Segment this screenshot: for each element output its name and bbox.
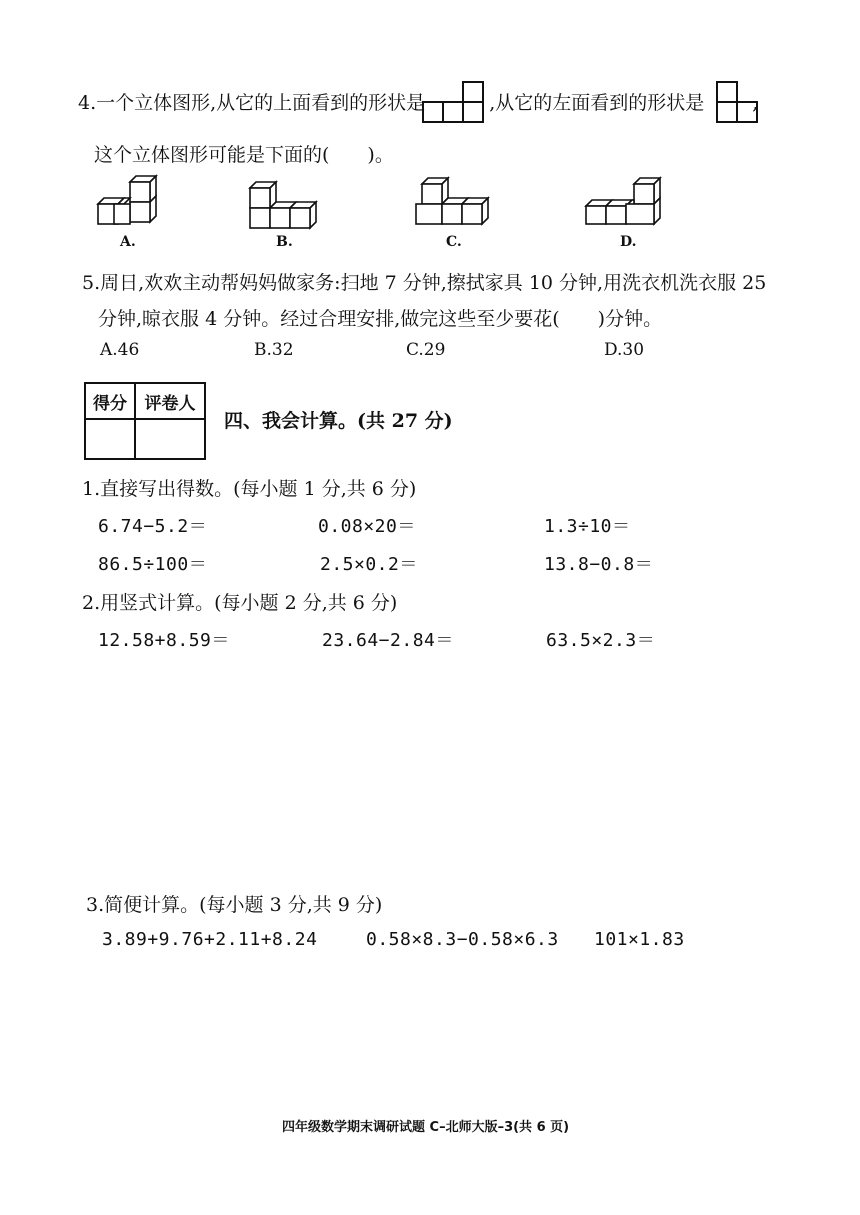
q4-text-c: , bbox=[752, 92, 759, 114]
option-b-label: B. bbox=[276, 234, 293, 250]
option-a-label: A. bbox=[120, 234, 136, 250]
option-c-label: C. bbox=[446, 234, 462, 250]
calc-item: 1.3÷10＝ bbox=[544, 516, 631, 537]
option-c-cubes bbox=[414, 176, 494, 230]
section4-title: 四、我会计算。(共 27 分) bbox=[224, 410, 453, 432]
q4-number: 4. bbox=[78, 92, 97, 114]
calc-item: 63.5×2.3＝ bbox=[546, 630, 656, 651]
q5-line1: 5.周日,欢欢主动帮妈妈做家务:扫地 7 分钟,擦拭家具 10 分钟,用洗衣机洗衣服 25 bbox=[82, 272, 767, 294]
q5-option-a: A.46 bbox=[100, 340, 140, 360]
option-d-label: D. bbox=[620, 234, 637, 250]
q5-option-b: B.32 bbox=[254, 340, 294, 360]
calc-item: 0.58×8.3−0.58×6.3 bbox=[366, 929, 559, 950]
calc-item: 23.64−2.84＝ bbox=[322, 630, 454, 651]
calc-item: 3.89+9.76+2.11+8.24 bbox=[102, 929, 318, 950]
option-b-cubes bbox=[248, 180, 328, 232]
sub3-title: 3.简便计算。(每小题 3 分,共 9 分) bbox=[86, 894, 383, 916]
grader-cell[interactable] bbox=[135, 419, 205, 459]
calc-item: 2.5×0.2＝ bbox=[320, 554, 418, 575]
sub1-title: 1.直接写出得数。(每小题 1 分,共 6 分) bbox=[82, 478, 417, 500]
q5-line2: 分钟,晾衣服 4 分钟。经过合理安排,做完这些至少要花( )分钟。 bbox=[98, 308, 663, 330]
q4-text-b: ,从它的左面看到的形状是 bbox=[489, 92, 705, 114]
q4-line2: 这个立体图形可能是下面的( )。 bbox=[94, 144, 394, 166]
calc-item: 12.58+8.59＝ bbox=[98, 630, 230, 651]
q4-line1 bbox=[78, 88, 758, 115]
score-box bbox=[84, 382, 206, 460]
score-cell[interactable] bbox=[85, 419, 135, 459]
option-d-cubes bbox=[584, 176, 664, 230]
top-view-shape bbox=[422, 80, 486, 124]
calc-item: 13.8−0.8＝ bbox=[544, 554, 654, 575]
q5-option-d: D.30 bbox=[604, 340, 645, 360]
calc-item: 6.74−5.2＝ bbox=[98, 516, 208, 537]
q4-text-a: 一个立体图形,从它的上面看到的形状是 bbox=[96, 92, 426, 114]
option-a-cubes bbox=[96, 174, 160, 230]
sub2-title: 2.用竖式计算。(每小题 2 分,共 6 分) bbox=[82, 592, 398, 614]
calc-item: 86.5÷100＝ bbox=[98, 554, 208, 575]
left-view-shape bbox=[716, 80, 760, 124]
page-footer: 四年级数学期末调研试题 C–北师大版–3(共 6 页) bbox=[282, 1120, 570, 1135]
grader-label: 评卷人 bbox=[135, 383, 205, 419]
calc-item: 101×1.83 bbox=[594, 929, 685, 950]
score-label: 得分 bbox=[85, 383, 135, 419]
calc-item: 0.08×20＝ bbox=[318, 516, 416, 537]
q5-option-c: C.29 bbox=[406, 340, 446, 360]
